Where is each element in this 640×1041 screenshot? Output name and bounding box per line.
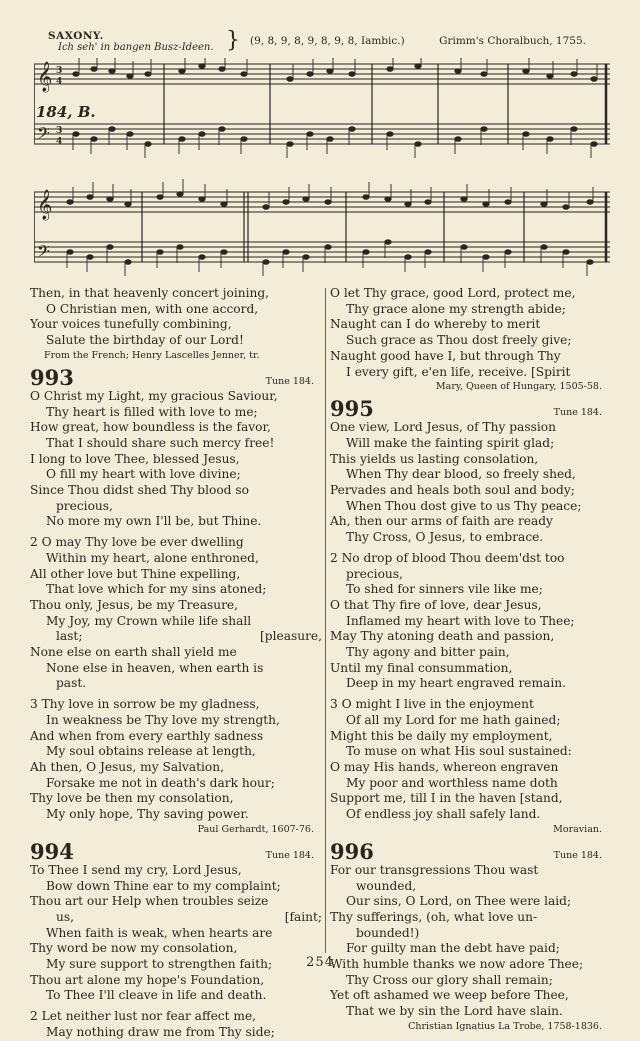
text-line: Within my heart, alone enthroned,: [46, 550, 259, 565]
text-line: 3 O might I live in the enjoyment: [330, 697, 534, 712]
music-staff-icon: [34, 58, 610, 282]
svg-text:𝄞: 𝄞: [37, 62, 53, 92]
text-line: [30, 629, 322, 645]
tune-source: Grimm's Choralbuch, 1755.: [439, 35, 586, 47]
text-line: My poor and worthless name doth: [346, 775, 558, 790]
text-line: Thy heart is filled with love to me;: [46, 404, 258, 419]
text-line: May Thy atoning death and passion,: [330, 629, 555, 644]
tune-name: SAXONY.: [48, 30, 104, 42]
tune-subtitle: Ich seh' in bangen Busz-Ideen.: [58, 42, 214, 53]
text-line: Naught good have I, but through Thy: [330, 348, 561, 363]
text-line: My only hope, Thy saving power.: [46, 807, 249, 822]
right-column: [330, 286, 610, 1033]
svg-text:3: 3: [56, 66, 63, 76]
text-line: Thy Cross our glory shall remain;: [346, 972, 553, 987]
text-line: With humble thanks we now adore Thee;: [330, 957, 584, 972]
text-line: O may His hands, whereon engraven: [330, 759, 559, 774]
text-line: Ah, then our arms of faith are ready: [330, 514, 553, 529]
text-line: Thy love be then my consolation,: [30, 791, 234, 806]
svg-text:4: 4: [56, 77, 63, 87]
tune-meter: (9, 8, 9, 8, 9, 8, 9, 8, Iambic.): [250, 35, 405, 47]
svg-text:4: 4: [56, 137, 63, 147]
text-line: Naught can I do whereby to merit: [330, 317, 541, 332]
text-line: Might this be daily my employment,: [330, 728, 553, 743]
text-line: Thou art our Help when troubles seize: [30, 894, 269, 909]
text-line: bounded!): [356, 925, 420, 940]
text-line: Then, in that heavenly concert joining,: [30, 286, 270, 300]
text-line: That love which for my sins atoned;: [46, 582, 267, 597]
text-line: When Thy dear blood, so freely shed,: [346, 467, 576, 482]
text-line: 2 No drop of blood Thou deem'dst too: [330, 550, 565, 565]
text-line: O Christ my Light, my gracious Saviour,: [30, 388, 278, 403]
text-line: None else on earth shall yield me: [30, 645, 237, 660]
text-line: Your voices tunefully combining,: [30, 317, 232, 332]
hymn-heading-993: [30, 364, 322, 389]
hymn-number: 995: [330, 396, 374, 422]
text-line: Of all my Lord for me hath gained;: [346, 712, 561, 727]
text-line: O fill my heart with love divine;: [46, 467, 241, 482]
text-fragment: us,: [56, 909, 74, 924]
text-line: When Thou dost give to us Thy peace;: [346, 498, 582, 513]
text-line: Salute the birthday of our Lord!: [46, 333, 244, 348]
tune-reference: Tune 184.: [265, 849, 314, 861]
text-line: My Joy, my Crown while life shall: [46, 613, 252, 628]
text-line: Thy sufferings, (oh, what love un-: [330, 909, 538, 924]
text-line: To Thee I send my cry, Lord Jesus,: [30, 862, 242, 877]
text-line: [30, 910, 322, 926]
text-line: Thy word be now my consolation,: [30, 941, 238, 956]
text-line: Of endless joy shall safely land.: [346, 807, 541, 822]
attribution: Moravian.: [553, 823, 602, 835]
text-line: My soul obtains release at length,: [46, 744, 256, 759]
text-fragment: [pleasure,: [260, 629, 322, 644]
text-line: None else in heaven, when earth is: [46, 660, 264, 675]
text-line: Bow down Thine ear to my complaint;: [46, 878, 281, 893]
text-line: O Christian men, with one accord,: [46, 301, 259, 316]
text-line: Thy agony and bitter pain,: [346, 645, 510, 660]
text-fragment: last;: [56, 629, 83, 644]
text-line: O that Thy fire of love, dear Jesus,: [330, 597, 542, 612]
hymn-number: 996: [330, 838, 374, 864]
svg-text:𝄢: 𝄢: [37, 241, 50, 265]
attribution: Paul Gerhardt, 1607-76.: [197, 823, 314, 835]
text-line: wounded,: [356, 878, 417, 893]
text-line: Until my final consummation,: [330, 660, 513, 675]
text-line: For our transgressions Thou wast: [330, 862, 539, 877]
text-line: One view, Lord Jesus, of Thy passion: [330, 420, 556, 435]
text-line: Thy Cross, O Jesus, to embrace.: [346, 530, 544, 545]
text-line: Pervades and heals both soul and body;: [330, 483, 575, 498]
text-line: Such grace as Thou dost freely give;: [346, 333, 572, 348]
svg-text:𝄞: 𝄞: [37, 190, 53, 220]
text-line: past.: [56, 676, 87, 691]
text-line: Ah then, O Jesus, my Salvation,: [30, 759, 224, 774]
text-line: For guilty man the debt have paid;: [346, 941, 560, 956]
text-line: To muse on what His soul sustained:: [346, 744, 572, 759]
text-line: I every gift, e'en life, receive. [Spirit: [346, 364, 571, 379]
text-line: My sure support to strengthen faith;: [46, 957, 273, 972]
text-line: That I should share such mercy free!: [46, 435, 275, 450]
text-line: Inflamed my heart with love to Thee;: [346, 613, 575, 628]
hymn-number: 994: [30, 838, 74, 864]
text-line: May nothing draw me from Thy side;: [46, 1024, 275, 1039]
text-line: 2 Let neither lust nor fear affect me,: [30, 1009, 257, 1024]
text-fragment: [faint;: [284, 909, 322, 924]
tune-reference: Tune 184.: [553, 849, 602, 861]
text-line: precious,: [346, 566, 403, 581]
tune-number-label: 184, B.: [36, 103, 96, 121]
text-line: O let Thy grace, good Lord, protect me,: [330, 286, 576, 300]
svg-text:3: 3: [56, 126, 63, 136]
text-line: To Thee I'll cleave in life and death.: [46, 988, 267, 1003]
text-line: 3 Thy love in sorrow be my gladness,: [30, 697, 260, 712]
text-line: How great, how boundless is the favor,: [30, 420, 271, 435]
text-line: Yet oft ashamed we weep before Thee,: [330, 988, 569, 1003]
text-line: When faith is weak, when hearts are: [46, 925, 273, 940]
page-number: 254: [306, 955, 334, 970]
text-line: precious,: [56, 498, 113, 513]
hymn-number: 993: [30, 364, 74, 390]
attribution: From the French; Henry Lascelles Jenner, tr.: [44, 349, 260, 361]
text-line: All other love but Thine expelling,: [30, 566, 241, 581]
hymn-heading-994: [30, 838, 322, 863]
text-line: Forsake me not in death's dark hour;: [46, 775, 275, 790]
text-line: To shed for sinners vile like me;: [346, 582, 543, 597]
text-line: I long to love Thee, blessed Jesus,: [30, 451, 240, 466]
text-line: And when from every earthly sadness: [30, 728, 264, 743]
text-line: Will make the fainting spirit glad;: [346, 435, 555, 450]
text-line: Thou only, Jesus, be my Treasure,: [30, 597, 238, 612]
text-line: No more my own I'll be, but Thine.: [46, 514, 262, 529]
attribution: Mary, Queen of Hungary, 1505-58.: [435, 381, 602, 393]
tune-reference: Tune 184.: [553, 407, 602, 419]
tune-header: [40, 30, 600, 56]
text-line: Support me, till I in the haven [stand,: [330, 791, 563, 806]
text-line: 2 O may Thy love be ever dwelling: [30, 535, 244, 550]
text-line: Thy grace alone my strength abide;: [346, 301, 566, 316]
left-column: [30, 286, 322, 1041]
brace-icon: }: [226, 28, 240, 53]
hymn-heading-995: [330, 395, 610, 420]
text-line: Thou art alone my hope's Foundation,: [30, 972, 265, 987]
text-line: That we by sin the Lord have slain.: [346, 1004, 563, 1019]
column-divider: [325, 288, 326, 953]
attribution: Christian Ignatius La Trobe, 1758-1836.: [408, 1020, 602, 1032]
text-line: This yields us lasting consolation,: [330, 451, 539, 466]
svg-text:𝄢: 𝄢: [37, 123, 50, 147]
tune-reference: Tune 184.: [265, 375, 314, 387]
text-line: Since Thou didst shed Thy blood so: [30, 483, 249, 498]
text-line: Our sins, O Lord, on Thee were laid;: [346, 894, 572, 909]
text-line: In weakness be Thy love my strength,: [46, 712, 280, 727]
hymn-heading-996: [330, 838, 610, 863]
text-line: Deep in my heart engraved remain.: [346, 676, 566, 691]
